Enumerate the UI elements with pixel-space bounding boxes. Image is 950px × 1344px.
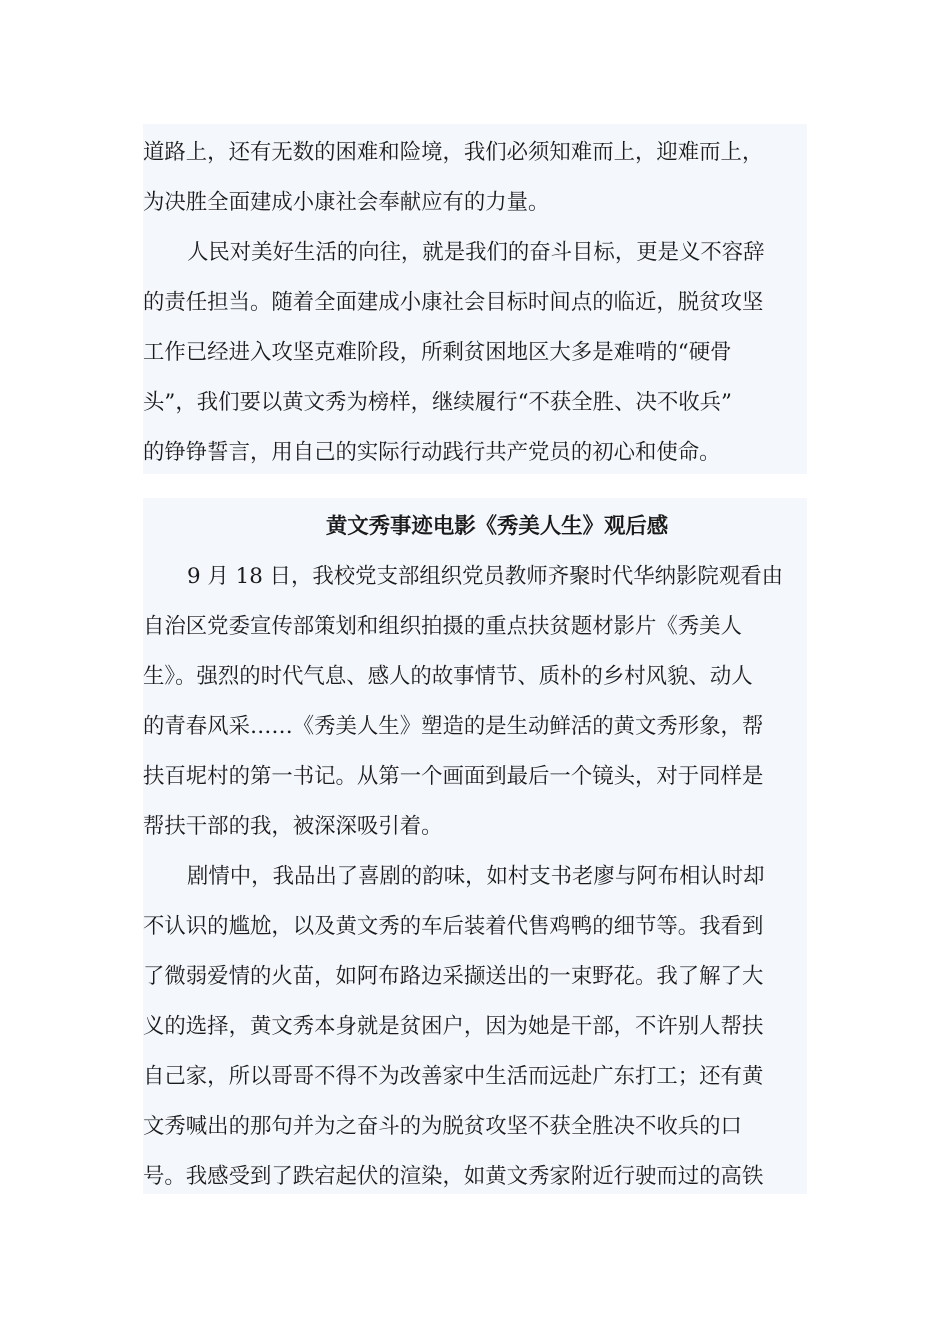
paragraph-line: 自治区党委宣传部策划和组织拍摄的重点扶贫题材影片《秀美人 <box>143 614 742 639</box>
paragraph-line: 为决胜全面建成小康社会奉献应有的力量。 <box>143 190 550 215</box>
paragraph-line: 不认识的尴尬，以及黄文秀的车后装着代售鸡鸭的细节等。我看到 <box>143 914 764 939</box>
paragraph-line: 工作已经进入攻坚克难阶段，所剩贫困地区大多是难啃的“硬骨 <box>143 340 732 365</box>
paragraph-line: 剧情中，我品出了喜剧的韵味，如村支书老廖与阿布相认时却 <box>187 864 765 889</box>
paragraph-line: 帮扶干部的我，被深深吸引着。 <box>143 814 443 839</box>
article-title: 黄文秀事迹电影《秀美人生》观后感 <box>325 514 669 539</box>
paragraph-line: 号。我感受到了跌宕起伏的渲染，如黄文秀家附近行驶而过的高铁 <box>143 1164 764 1189</box>
paragraph-line: 9 月 18 日，我校党支部组织党员教师齐聚时代华纳影院观看由 <box>187 564 783 589</box>
paragraph-line: 自己家，所以哥哥不得不为改善家中生活而远赴广东打工；还有黄 <box>143 1064 764 1089</box>
paragraph-line: 了微弱爱情的火苗，如阿布路边采撷送出的一束野花。我了解了大 <box>143 964 764 989</box>
paragraph-line: 生》。强烈的时代气息、感人的故事情节、质朴的乡村风貌、动人 <box>143 664 753 689</box>
text-block-continued <box>143 124 807 474</box>
paragraph-line: 头”，我们要以黄文秀为榜样，继续履行“不获全胜、决不收兵” <box>143 390 732 415</box>
paragraph-line: 扶百坭村的第一书记。从第一个画面到最后一个镜头，对于同样是 <box>143 764 764 789</box>
paragraph-line: 人民对美好生活的向往，就是我们的奋斗目标，更是义不容辞 <box>187 240 765 265</box>
paragraph-line: 文秀喊出的那句并为之奋斗的为脱贫攻坚不获全胜决不收兵的口 <box>143 1114 742 1139</box>
paragraph-line: 的铮铮誓言，用自己的实际行动践行共产党员的初心和使命。 <box>143 440 721 465</box>
article-block <box>143 498 807 1194</box>
paragraph-line: 的责任担当。随着全面建成小康社会目标时间点的临近，脱贫攻坚 <box>143 290 764 315</box>
paragraph-line: 义的选择，黄文秀本身就是贫困户，因为她是干部，不许别人帮扶 <box>143 1014 764 1039</box>
paragraph-line: 道路上，还有无数的困难和险境，我们必须知难而上，迎难而上， <box>143 140 764 165</box>
paragraph-line: 的青春风采……《秀美人生》塑造的是生动鲜活的黄文秀形象，帮 <box>143 714 764 739</box>
